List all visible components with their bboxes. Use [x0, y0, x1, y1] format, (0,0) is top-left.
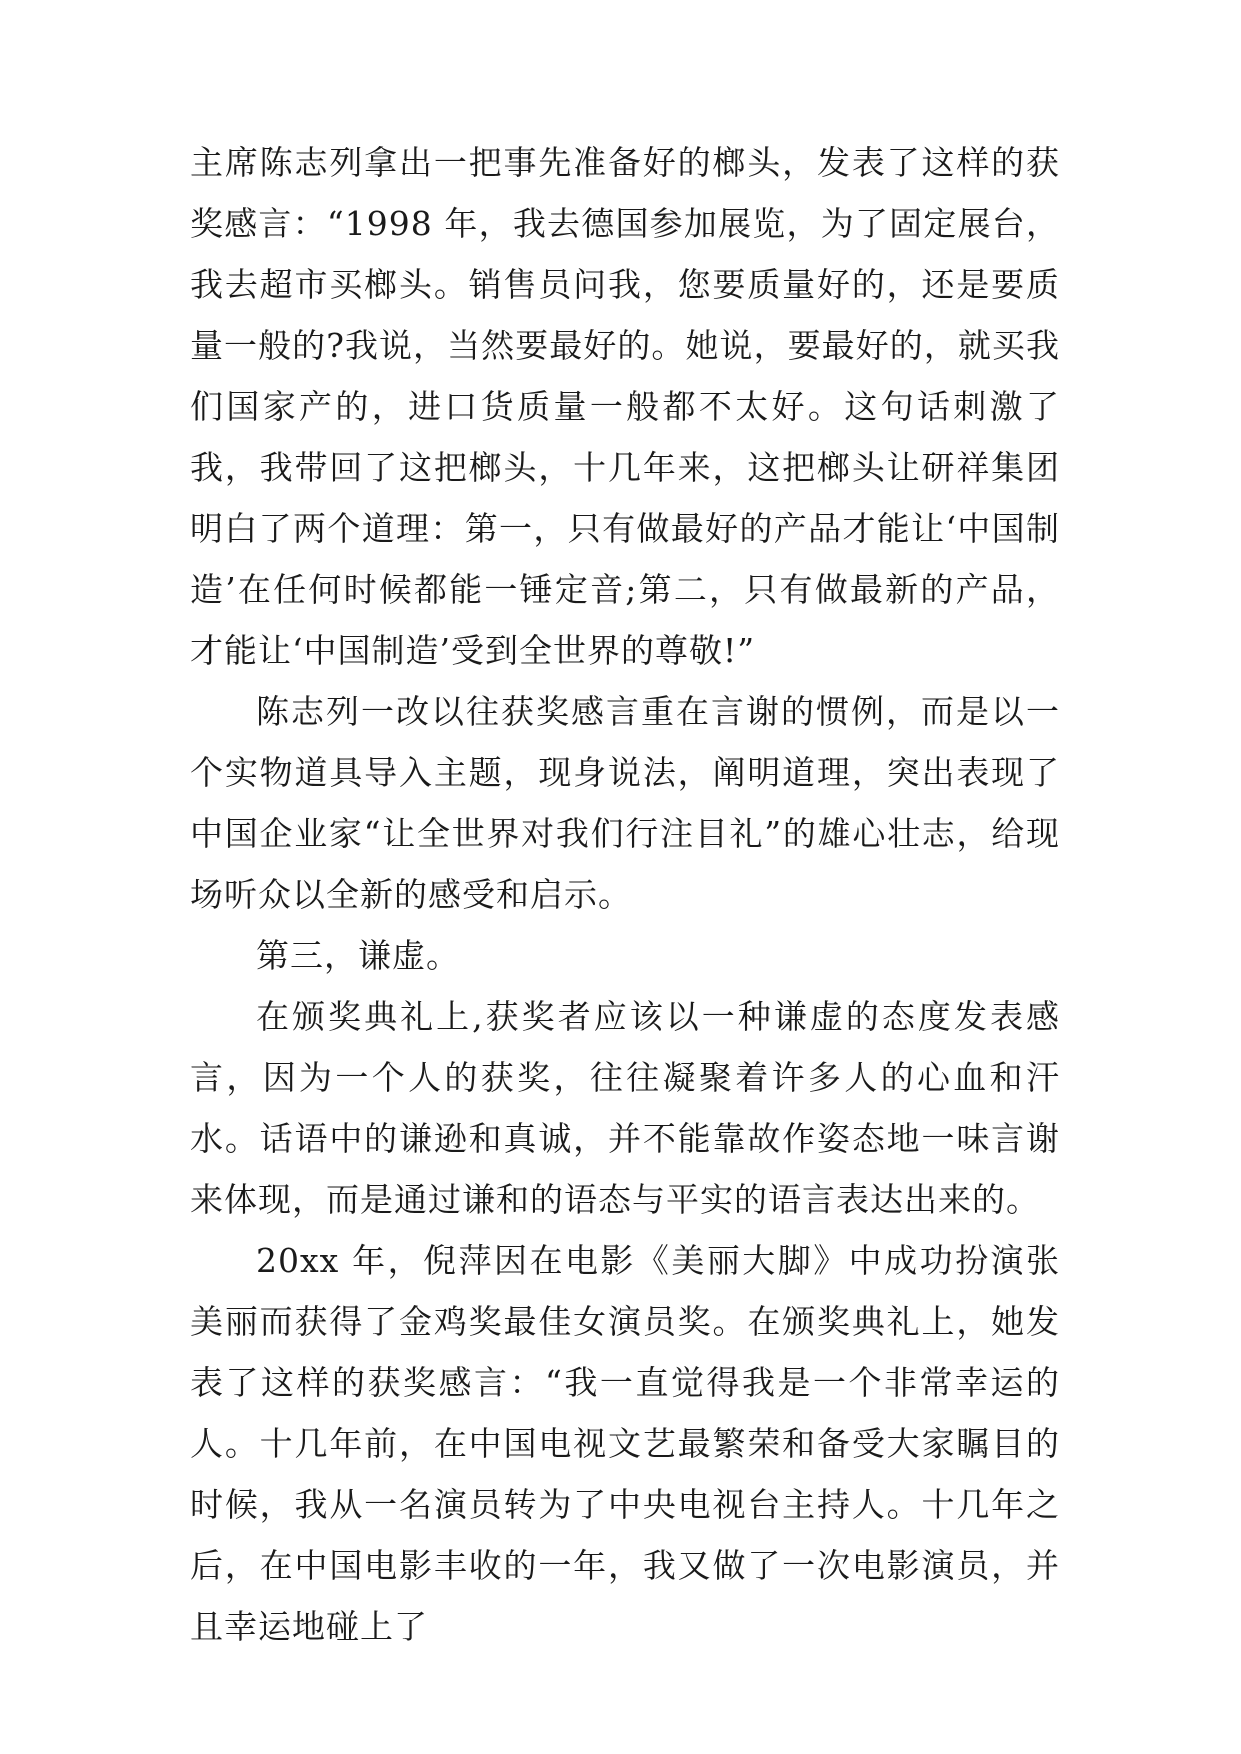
paragraph: 陈志列一改以往获奖感言重在言谢的惯例，而是以一个实物道具导入主题，现身说法，阐明道理，突出表现了中国企业家“让全世界对我们行注目礼”的雄心壮志，给现场听众以全新的感受和启示。 — [190, 692, 1060, 914]
paragraph: 20xx 年，倪萍因在电影《美丽大脚》中成功扮演张美丽而获得了金鸡奖最佳女演员奖。在颁奖典礼上，她发表了这样的获奖感言：“我一直觉得我是一个非常幸运的人。十几年前，在中国电视文艺最繁荣和备受大家瞩目的时候，我从一名演员转为了中央电视台主持人。十几年之后，在中国电影丰收的一年，我又做了一次电影演员，并且幸运地碰上了 — [190, 1241, 1060, 1646]
document-body — [190, 132, 1060, 1657]
paragraph: 在颁奖典礼上,获奖者应该以一种谦虚的态度发表感言，因为一个人的获奖，往往凝聚着许多人的心血和汗水。话语中的谦逊和真诚，并不能靠故作姿态地一味言谢来体现，而是通过谦和的语态与平实的语言表达出来的。 — [190, 997, 1060, 1219]
section-heading: 第三，谦虚。 — [256, 936, 460, 975]
paragraph: 主席陈志列拿出一把事先准备好的榔头，发表了这样的获奖感言：“1998 年，我去德国参加展览，为了固定展台，我去超市买榔头。销售员问我，您要质量好的，还是要质量一般的?我说，当然要最好的。她说，要最好的，就买我们国家产的，进口货质量一般都不太好。这句话刺激了我，我带回了这把榔头，十几年来，这把榔头让研祥集团明白了两个道理：第一，只有做最好的产品才能让‘中国制造’在任何时候都能一锤定音;第二，只有做最新的产品，才能让‘中国制造’受到全世界的尊敬!” — [190, 143, 1060, 670]
